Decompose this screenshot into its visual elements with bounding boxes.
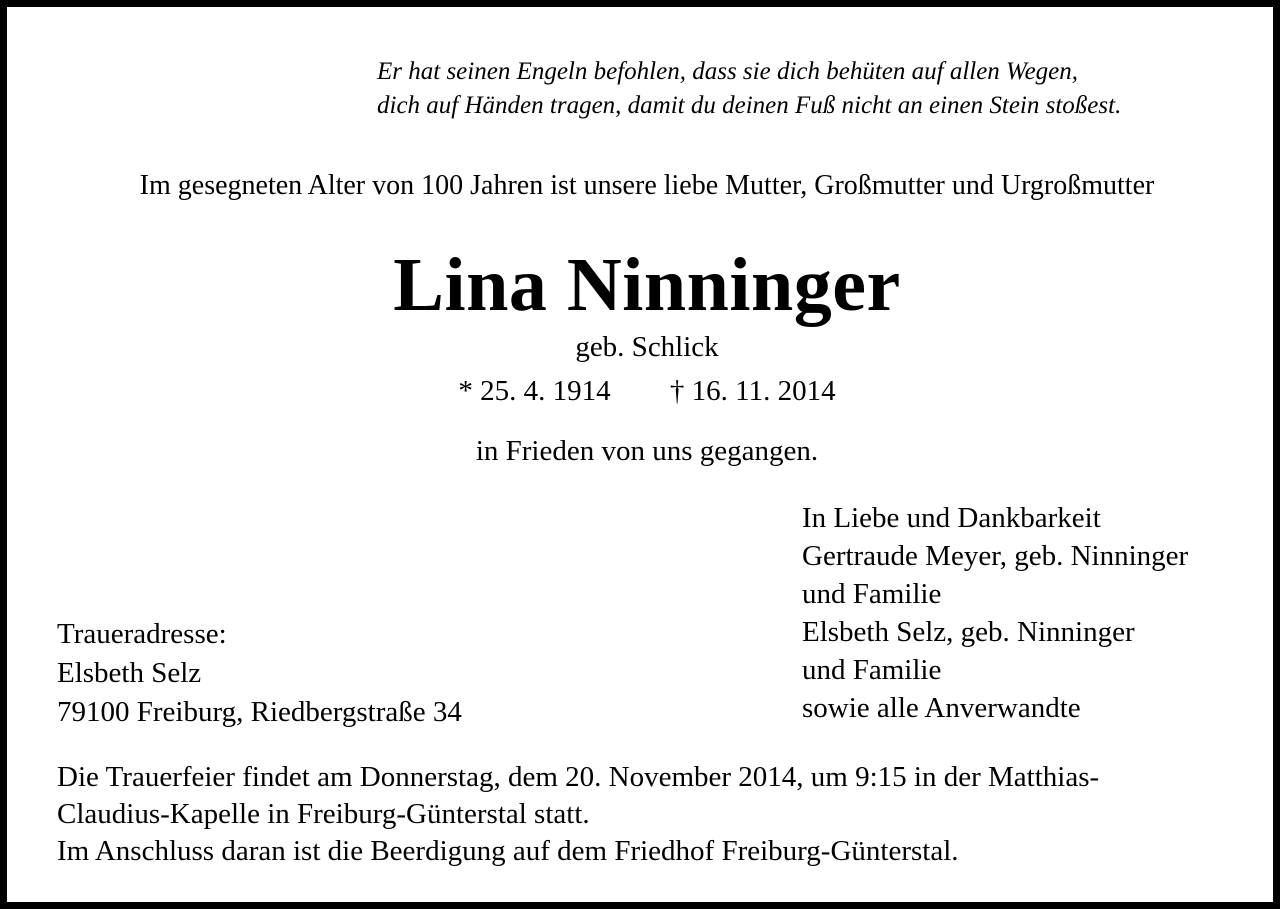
- maiden-name: geb. Schlick: [575, 331, 719, 363]
- funeral-service-info: [57, 759, 1099, 870]
- service-line: Claudius-Kapelle in Freiburg-Günterstal statt.: [57, 798, 590, 830]
- life-dates: [7, 371, 1280, 411]
- deceased-name: Lina Ninninger: [393, 243, 901, 327]
- intro-text: Im gesegneten Alter von 100 Jahren ist unsere liebe Mutter, Großmutter und Urgroßmutter: [139, 170, 1155, 201]
- verse-line-2: dich auf Händen tragen, damit du deinen Fuß nicht an einen Stein stoßest.: [377, 92, 1122, 119]
- bible-verse: [377, 55, 1121, 123]
- address-name: Elsbeth Selz: [57, 657, 202, 689]
- signer-line: Gertraude Meyer, geb. Ninninger: [802, 540, 1189, 572]
- signer-line: In Liebe und Dankbarkeit: [802, 502, 1101, 534]
- service-line: Die Trauerfeier findet am Donnerstag, dem 20. November 2014, um 9:15 in der Matthias-: [57, 761, 1100, 793]
- signers-block: [802, 499, 1188, 727]
- service-line: Im Anschluss daran ist die Beerdigung auf dem Friedhof Freiburg-Günterstal.: [57, 835, 959, 867]
- mourning-address: [57, 615, 462, 732]
- death-date: † 16. 11. 2014: [669, 375, 836, 407]
- address-label: Traueradresse:: [57, 618, 227, 650]
- birth-date: * 25. 4. 1914: [458, 375, 611, 407]
- signer-line: und Familie: [802, 578, 942, 610]
- signer-line: sowie alle Anverwandte: [802, 692, 1081, 724]
- address-street: 79100 Freiburg, Riedbergstraße 34: [57, 696, 462, 728]
- verse-line-1: Er hat seinen Engeln befohlen, dass sie dich behüten auf allen Wegen,: [377, 58, 1079, 85]
- signer-line: Elsbeth Selz, geb. Ninninger: [802, 616, 1135, 648]
- peace-line: in Frieden von uns gegangen.: [475, 435, 819, 467]
- signer-line: und Familie: [802, 654, 942, 686]
